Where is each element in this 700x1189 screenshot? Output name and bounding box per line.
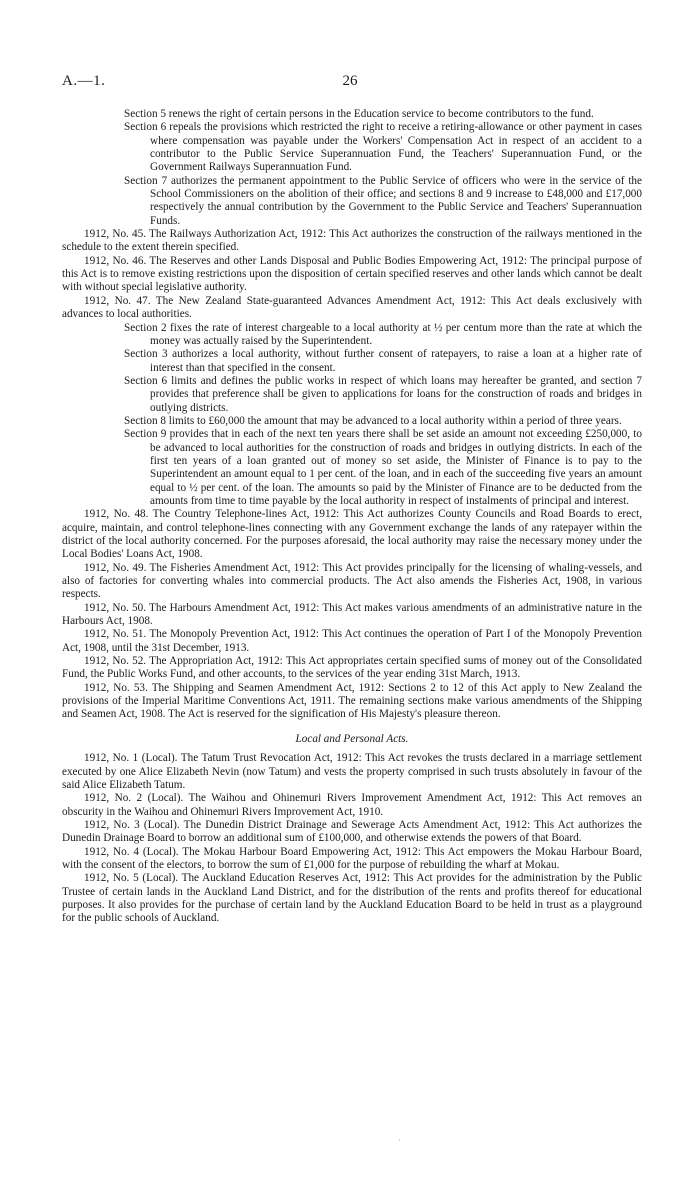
section-paragraph: Section 5 renews the right of certain persons in the Education service to become contributors to the fund. — [124, 108, 594, 120]
section-paragraph: Section 7 authorizes the permanent appointment to the Public Service of officers who were in the service of the School Commissioners on the abolition of their office; and sections 8 and 9 increase to £48,000 and £17,000 respectively the annual contribution by the Government to the Public Service and Teachers' Superannuation Funds. — [124, 174, 642, 227]
section-paragraph: Section 6 limits and defines the public works in respect of which loans may hereafter be granted, and section 7 provides that preference shall be given to applications for loans for the construction of roads and bridges in outlying districts. — [124, 374, 642, 414]
page-bottom-mark: ˙ — [398, 1138, 401, 1147]
section-heading: Local and Personal Acts. — [295, 732, 409, 745]
section-paragraph: Section 8 limits to £60,000 the amount that may be advanced to a local authority within a period of three years. — [124, 414, 622, 427]
act-paragraph: 1912, No. 51. The Monopoly Prevention Act, 1912: This Act continues the operation of Part I of the Monopoly Prevention Act, 1908, until the 31st December, 1913. — [62, 628, 642, 654]
act-paragraph: 1912, No. 48. The Country Telephone-lines Act, 1912: This Act authorizes County Councils and Road Boards to erect, acquire, maintain, and control telephone-lines connecting with any Government exchange the lands of any ratepayer within the district of the local authority concerned. For the purposes aforesaid, the local authority may raise the necessary money under the Local Bodies' Loans Act, 1908. — [62, 508, 642, 561]
act-paragraph: 1912, No. 53. The Shipping and Seamen Amendment Act, 1912: Sections 2 to 12 of this Act apply to New Zealand the provisions of the Imperial Maritime Conventions Act, 1911. The remaining sections make various amendments of the Shipping and Seamen Act, 1908. The Act is reserved for the signification of His Majesty's pleasure thereon. — [62, 681, 642, 721]
section-paragraph: Section 9 provides that in each of the next ten years there shall be set aside an amount not exceeding £250,000, to be advanced to local authorities for the construction of roads and bridges in outlying districts. In each of the first ten years of a loan granted out of money so set aside, the Minister of Finance is to pay to the Superintendent an amount equal to 1 per cent. of the loan, and in each of the succeeding five years an amount equal to ½ per cent. of the loan. The amounts so paid by the Minister of Finance are to be deducted from the amounts from time to time payable by the local authority in respect of instalments of principal and interest. — [124, 428, 642, 507]
section-paragraph: Section 3 authorizes a local authority, without further consent of ratepayers, to raise a loan at a higher rate of interest than that specified in the consent. — [124, 348, 642, 374]
act-paragraph: 1912, No. 50. The Harbours Amendment Act, 1912: This Act makes various amendments of an administrative nature in the Harbours Act, 1908. — [62, 601, 642, 628]
page-number: 26 — [342, 73, 358, 89]
act-paragraph: 1912, No. 2 (Local). The Waihou and Ohinemuri Rivers Improvement Amendment Act, 1912: This Act removes an obscurity in the Waihou and Ohinemuri Rivers Improvement Act, 1910. — [62, 792, 642, 818]
section-paragraph: Section 6 repeals the provisions which restricted the right to receive a retiring-allowance or other payment in cases where compensation was payable under the Workers' Compensation Act in respect of an accident to a contributor to the Public Service Superannuation Fund, the Teachers' Superannuation Fund, or the Government Railways Superannuation Fund. — [124, 121, 642, 174]
act-paragraph: 1912, No. 5 (Local). The Auckland Education Reserves Act, 1912: This Act provides for the administration by the Public Trustee of certain lands in the Auckland Land District, and for the distribution of the rents and profits thereof for educational purposes. It also provides for the purchase of certain land by the Auckland Education Board to be held in trust as a playground for the public schools of Auckland. — [62, 872, 642, 925]
section-paragraph: Section 2 fixes the rate of interest chargeable to a local authority at ½ per centum more than the rate at which the money was actually raised by the Superintendent. — [124, 321, 642, 347]
body-text — [62, 108, 642, 926]
act-paragraph: 1912, No. 47. The New Zealand State-guaranteed Advances Amendment Act, 1912: This Act deals exclusively with advances to local authorities. — [62, 294, 642, 321]
act-paragraph: 1912, No. 45. The Railways Authorization Act, 1912: This Act authorizes the construction of the railways mentioned in the schedule to the extent therein specified. — [62, 228, 642, 254]
paper-reference: A.—1. — [62, 73, 106, 89]
act-paragraph: 1912, No. 46. The Reserves and other Lands Disposal and Public Bodies Empowering Act, 1912: The principal purpose of this Act is to remove existing restrictions upon the disposition of certain specified reserves and other lands which cannot be dealt with without special legislative authority. — [62, 254, 642, 294]
act-paragraph: 1912, No. 4 (Local). The Mokau Harbour Board Empowering Act, 1912: This Act empowers the Mokau Harbour Board, with the consent of the electors, to borrow the sum of £1,000 for the purpose of rebuilding the wharf at Mokau. — [62, 845, 642, 871]
act-paragraph: 1912, No. 52. The Appropriation Act, 1912: This Act appropriates certain specified sums of money out of the Consolidated Fund, the Public Works Fund, and other accounts, to the services of the year ending 31st March, 1913. — [62, 655, 642, 681]
act-paragraph: 1912, No. 1 (Local). The Tatum Trust Revocation Act, 1912: This Act revokes the trusts declared in a marriage settlement executed by one Alice Elizabeth Nevin (now Tatum) and vests the property comprised in such trusts absolutely in favour of the said Alice Elizabeth Tatum. — [62, 752, 642, 791]
act-paragraph: 1912, No. 49. The Fisheries Amendment Act, 1912: This Act provides principally for the licensing of whaling-vessels, and also of factories for converting whales into commercial products. The Act also amends the Fisheries Act, 1908, in various respects. — [62, 561, 642, 601]
page-header — [62, 73, 638, 93]
act-paragraph: 1912, No. 3 (Local). The Dunedin District Drainage and Sewerage Acts Amendment Act, 1912: This Act authorizes the Dunedin Drainage Board to borrow an additional sum of £100,000, and otherwise extends the powers of that Board. — [62, 818, 642, 845]
